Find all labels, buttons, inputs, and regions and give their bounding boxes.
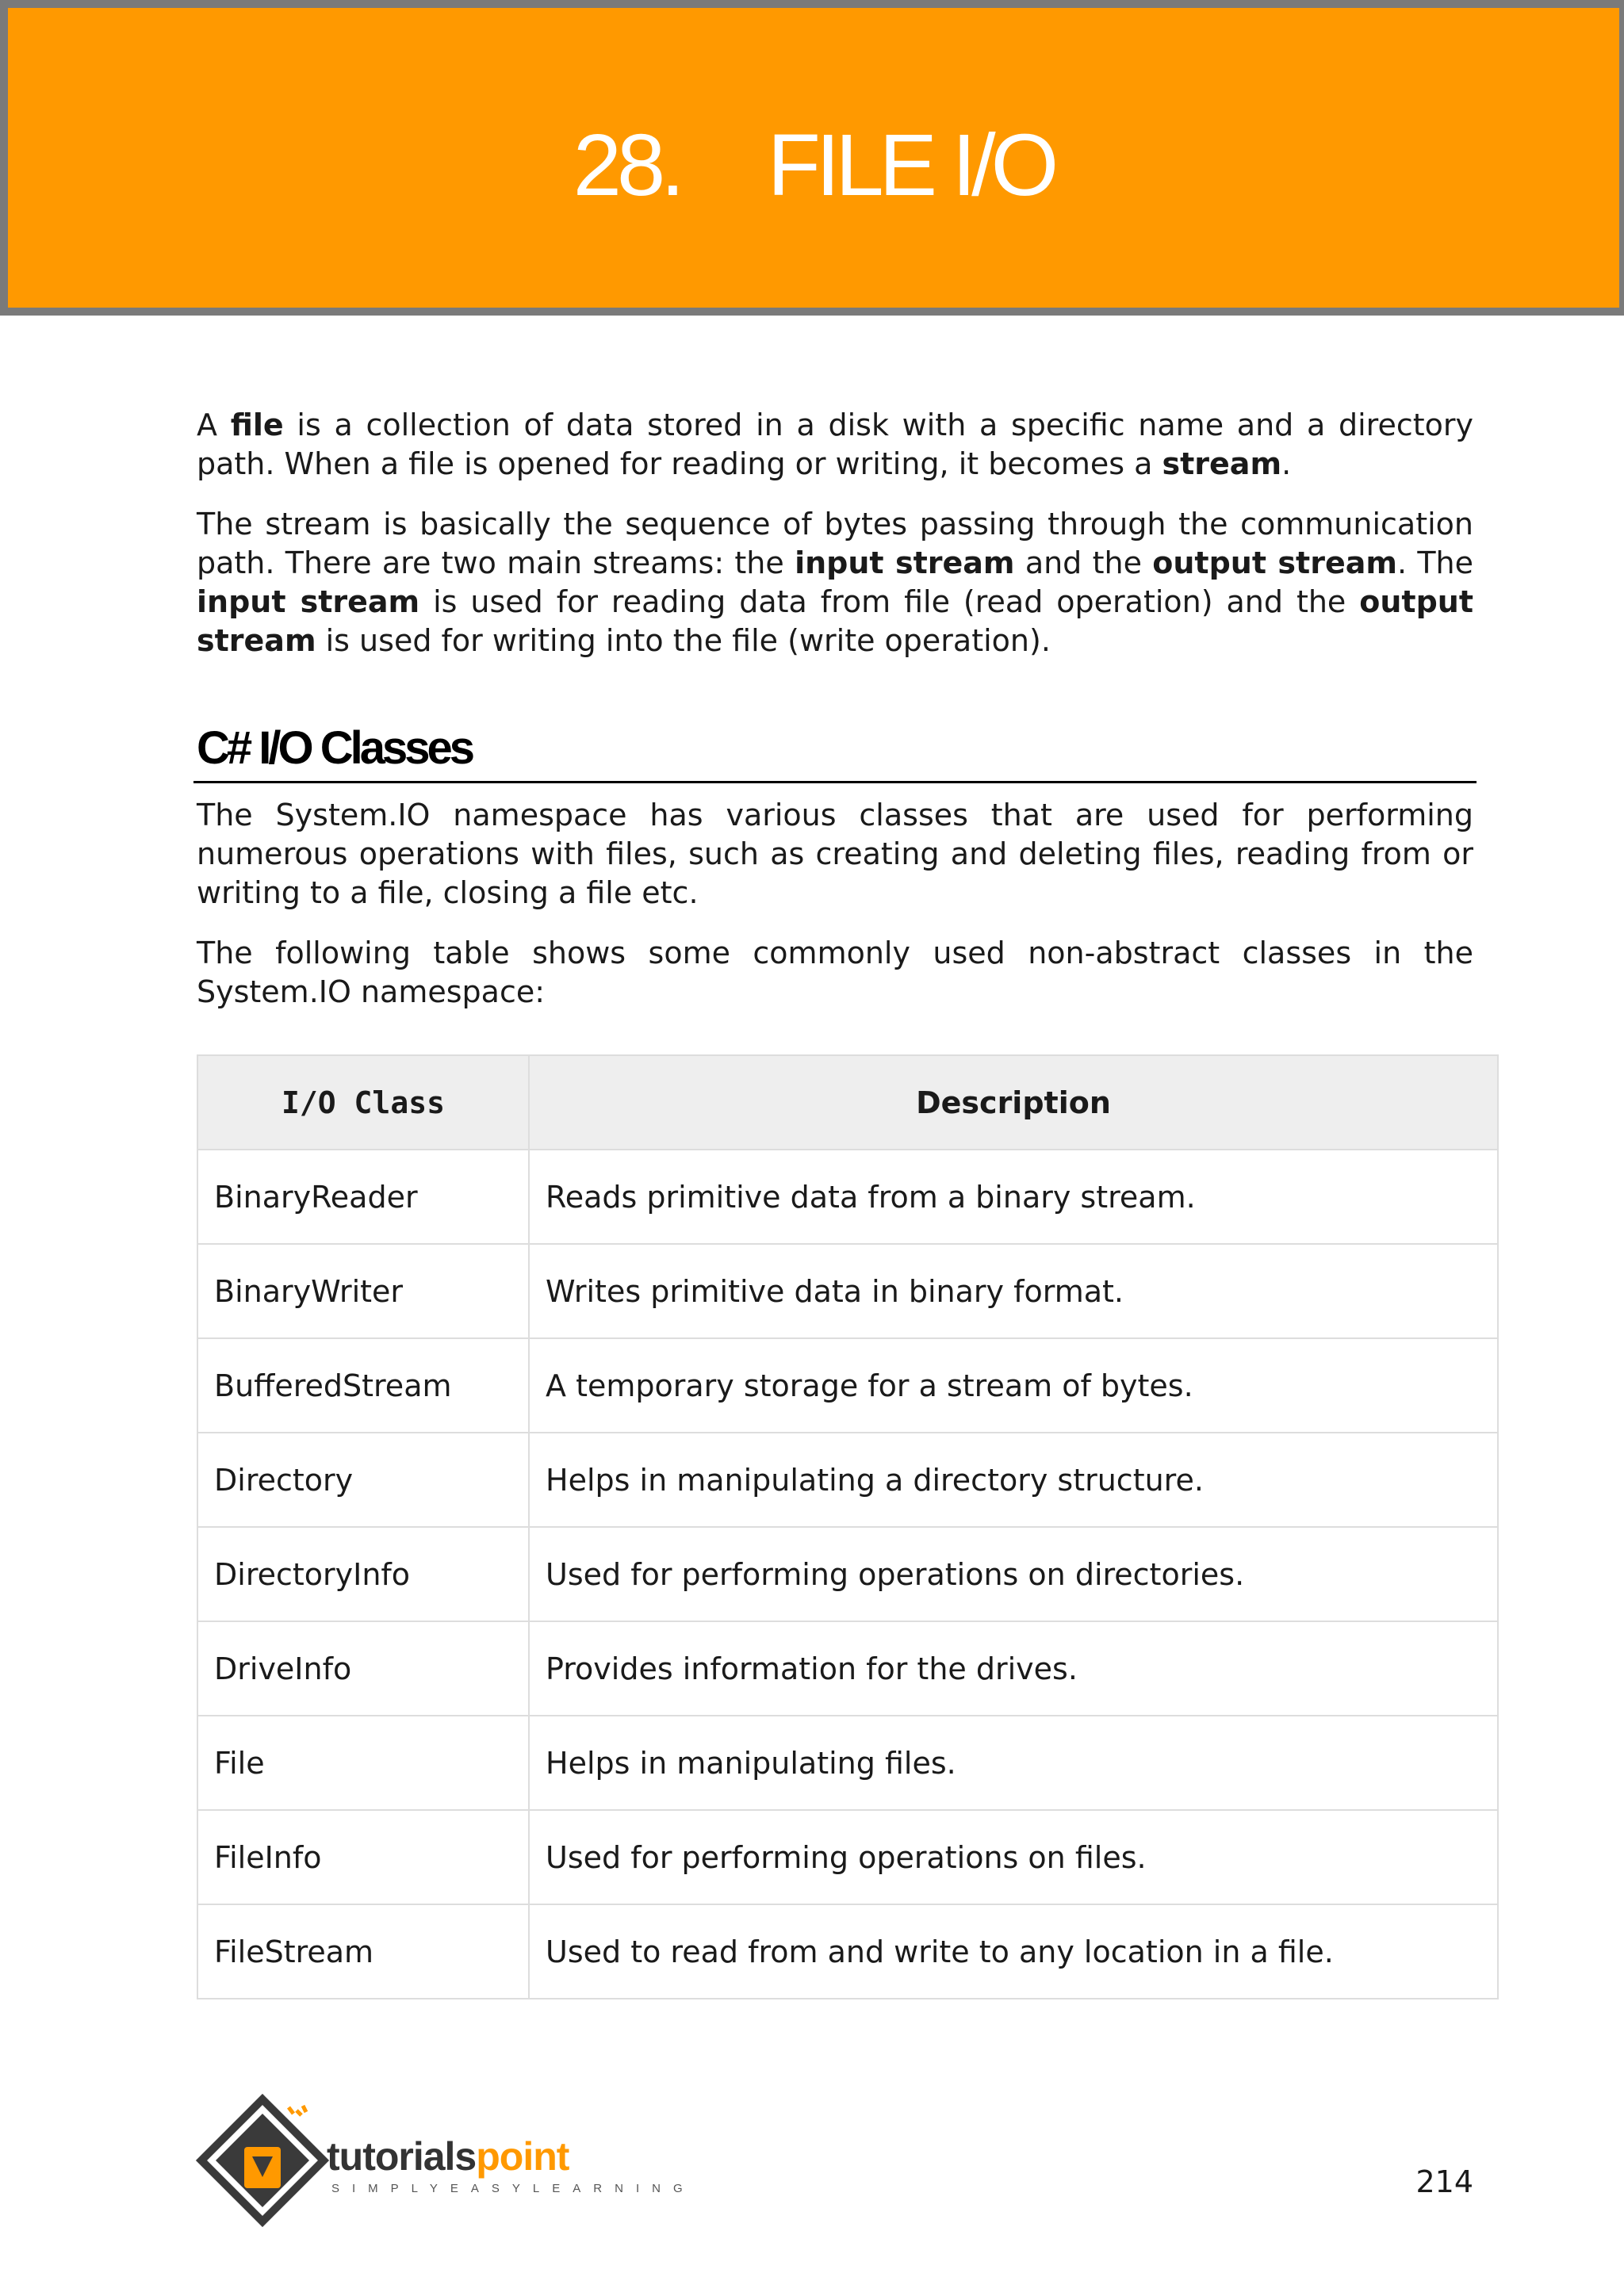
column-header-io-class: I/O Class (197, 1055, 529, 1150)
intro-paragraph-2 (197, 505, 1473, 660)
page-content (197, 406, 1473, 1033)
intro-paragraph-1 (197, 406, 1473, 484)
description-cell: Used for performing operations on directories. (529, 1527, 1498, 1621)
term-input-stream: input stream (795, 545, 1015, 580)
description-cell: Helps in manipulating files. (529, 1716, 1498, 1810)
text-run: The stream is basically the sequence of bytes passing through the communication path. There are two main streams: the (197, 507, 1473, 580)
column-header-description: Description (529, 1055, 1498, 1150)
section-paragraph-1: The System.IO namespace has various classes that are used for performing numerous operations with files, such as creating and deleting files, reading from or writing to a file, closing a file etc. (197, 798, 1473, 910)
chapter-number: 28. (573, 116, 680, 214)
text-run: is used for writing into the file (write operation). (316, 623, 1051, 658)
chapter-title (8, 101, 1619, 228)
text-run: is used for reading data from file (read operation) and the (419, 584, 1360, 619)
description-cell: Reads primitive data from a binary stream. (529, 1150, 1498, 1244)
term-input-stream: input stream (197, 584, 420, 619)
section-paragraph-2: The following table shows some commonly used non-abstract classes in the System.IO namespace: (197, 936, 1473, 1009)
description-cell: Used for performing operations on files. (529, 1810, 1498, 1904)
io-classes-table (197, 1054, 1499, 1999)
logo-wordmark (327, 2134, 569, 2179)
table-row (197, 1150, 1498, 1244)
class-name-cell: DirectoryInfo (197, 1527, 529, 1621)
table-row (197, 1810, 1498, 1904)
logo-word-point: point (476, 2134, 569, 2179)
table-row (197, 1527, 1498, 1621)
chapter-name: FILE I/O (767, 116, 1055, 214)
text-run: and the (1014, 545, 1153, 580)
class-name-cell: BufferedStream (197, 1338, 529, 1433)
class-name-cell: BinaryReader (197, 1150, 529, 1244)
term-output-stream: output stream (1152, 545, 1397, 580)
table-header-row (197, 1055, 1498, 1150)
text-run: . (1281, 446, 1292, 481)
table-row (197, 1433, 1498, 1527)
class-name-cell: DriveInfo (197, 1621, 529, 1716)
description-cell: A temporary storage for a stream of bytes. (529, 1338, 1498, 1433)
page-number: 214 (1415, 2164, 1473, 2199)
term-output-stream: output stream (197, 584, 1474, 658)
table-row (197, 1338, 1498, 1433)
table-row (197, 1904, 1498, 1999)
description-cell: Provides information for the drives. (529, 1621, 1498, 1716)
section-heading: C# I/O Classes (193, 722, 1477, 783)
table-row (197, 1621, 1498, 1716)
class-name-cell: File (197, 1716, 529, 1810)
class-name-cell: Directory (197, 1433, 529, 1527)
text-run: is a collection of data stored in a disk with a specific name and a directory path. When a file is opened for reading or writing, it becomes a (197, 408, 1473, 481)
text-run: A (197, 408, 231, 442)
description-cell: Writes primitive data in binary format. (529, 1244, 1498, 1338)
term-stream: stream (1162, 446, 1282, 481)
class-name-cell: BinaryWriter (197, 1244, 529, 1338)
chapter-banner (0, 0, 1624, 316)
term-file: file (230, 408, 284, 442)
table-row (197, 1716, 1498, 1810)
table-row (197, 1244, 1498, 1338)
logo-tagline: SIMPLYEASYLEARNING (331, 2182, 695, 2195)
class-name-cell: FileStream (197, 1904, 529, 1999)
logo-diamond-icon (195, 2093, 330, 2228)
tutorialspoint-logo (195, 2093, 695, 2228)
description-cell: Used to read from and write to any location in a file. (529, 1904, 1498, 1999)
description-cell: Helps in manipulating a directory structure. (529, 1433, 1498, 1527)
text-run: . The (1396, 545, 1474, 580)
logo-word-tutorials: tutorials (327, 2134, 477, 2179)
class-name-cell: FileInfo (197, 1810, 529, 1904)
